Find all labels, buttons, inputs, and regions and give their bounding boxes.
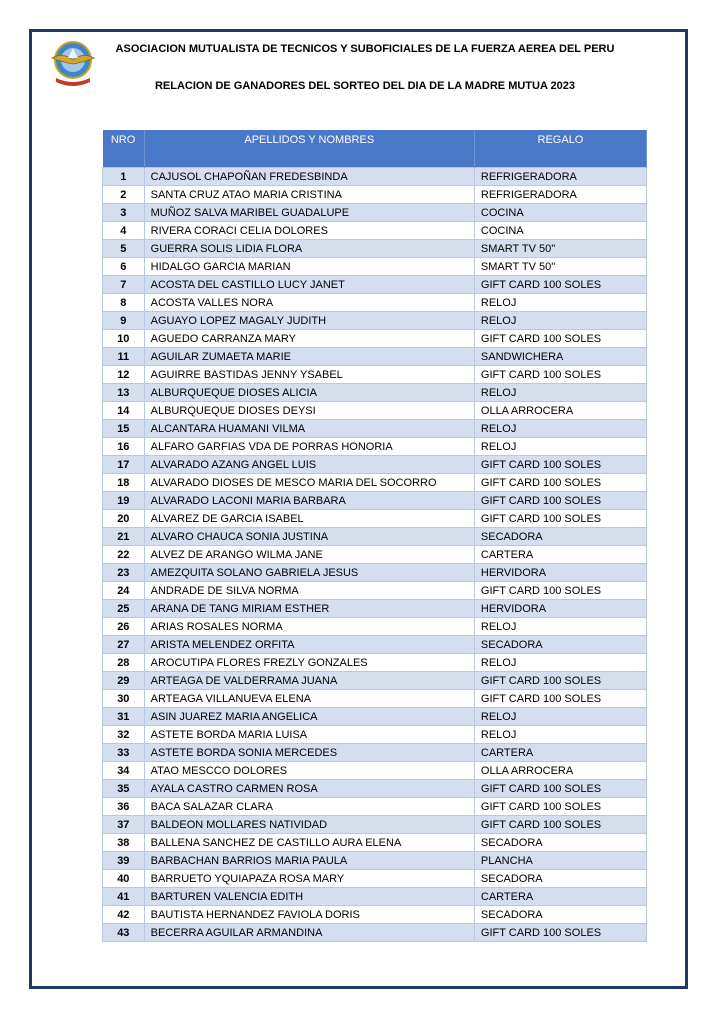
prize: RELOJ xyxy=(474,294,646,312)
prize: RELOJ xyxy=(474,420,646,438)
winner-name: SANTA CRUZ ATAO MARIA CRISTINA xyxy=(144,186,474,204)
row-number: 17 xyxy=(103,456,145,474)
column-header-name: APELLIDOS Y NOMBRES xyxy=(144,130,474,168)
winner-name: BARBACHAN BARRIOS MARIA PAULA xyxy=(144,852,474,870)
table-row xyxy=(103,474,647,492)
winner-name: ANDRADE DE SILVA NORMA xyxy=(144,582,474,600)
row-number: 2 xyxy=(103,186,145,204)
table-row xyxy=(103,312,647,330)
row-number: 14 xyxy=(103,402,145,420)
prize: RELOJ xyxy=(474,708,646,726)
winner-name: ALVAREZ DE GARCIA ISABEL xyxy=(144,510,474,528)
table-row xyxy=(103,870,647,888)
prize: SMART TV 50'' xyxy=(474,240,646,258)
table-row xyxy=(103,924,647,942)
table-row xyxy=(103,402,647,420)
winner-name: ALVARADO AZANG ANGEL LUIS xyxy=(144,456,474,474)
prize: CARTERA xyxy=(474,744,646,762)
prize: SANDWICHERA xyxy=(474,348,646,366)
prize: SECADORA xyxy=(474,906,646,924)
winner-name: RIVERA CORACI CELIA DOLORES xyxy=(144,222,474,240)
table-row xyxy=(103,222,647,240)
row-number: 20 xyxy=(103,510,145,528)
winner-name: BALDEON MOLLARES NATIVIDAD xyxy=(144,816,474,834)
table-row xyxy=(103,564,647,582)
table-row xyxy=(103,294,647,312)
table-row xyxy=(103,420,647,438)
row-number: 16 xyxy=(103,438,145,456)
prize: RELOJ xyxy=(474,618,646,636)
prize: RELOJ xyxy=(474,438,646,456)
row-number: 7 xyxy=(103,276,145,294)
row-number: 6 xyxy=(103,258,145,276)
winner-name: ALVARO CHAUCA SONIA JUSTINA xyxy=(144,528,474,546)
winner-name: HIDALGO GARCIA MARIAN xyxy=(144,258,474,276)
row-number: 25 xyxy=(103,600,145,618)
table-row xyxy=(103,888,647,906)
table-row xyxy=(103,816,647,834)
table-row xyxy=(103,528,647,546)
row-number: 19 xyxy=(103,492,145,510)
prize: PLANCHA xyxy=(474,852,646,870)
row-number: 22 xyxy=(103,546,145,564)
winner-name: ASTETE BORDA MARIA LUISA xyxy=(144,726,474,744)
prize: RELOJ xyxy=(474,312,646,330)
winner-name: ALVARADO LACONI MARIA BARBARA xyxy=(144,492,474,510)
table-row xyxy=(103,456,647,474)
table-row xyxy=(103,348,647,366)
winner-name: AMEZQUITA SOLANO GABRIELA JESUS xyxy=(144,564,474,582)
table-row xyxy=(103,582,647,600)
prize: SECADORA xyxy=(474,834,646,852)
table-row xyxy=(103,600,647,618)
winner-name: MUÑOZ SALVA MARIBEL GUADALUPE xyxy=(144,204,474,222)
table-row xyxy=(103,492,647,510)
prize: GIFT CARD 100 SOLES xyxy=(474,582,646,600)
table-row xyxy=(103,330,647,348)
row-number: 24 xyxy=(103,582,145,600)
row-number: 34 xyxy=(103,762,145,780)
winner-name: AGUIRRE BASTIDAS JENNY YSABEL xyxy=(144,366,474,384)
winner-name: ALBURQUEQUE DIOSES ALICIA xyxy=(144,384,474,402)
winner-name: BACA SALAZAR CLARA xyxy=(144,798,474,816)
winner-name: ALFARO GARFIAS VDA DE PORRAS HONORIA xyxy=(144,438,474,456)
table-row xyxy=(103,744,647,762)
winner-name: ATAO MESCCO DOLORES xyxy=(144,762,474,780)
row-number: 37 xyxy=(103,816,145,834)
table-row xyxy=(103,366,647,384)
prize: GIFT CARD 100 SOLES xyxy=(474,474,646,492)
winner-name: ASTETE BORDA SONIA MERCEDES xyxy=(144,744,474,762)
row-number: 10 xyxy=(103,330,145,348)
document-subtitle: RELACION DE GANADORES DEL SORTEO DEL DIA DE LA MADRE MUTUA 2023 xyxy=(154,80,576,92)
prize: GIFT CARD 100 SOLES xyxy=(474,276,646,294)
winner-name: AGUAYO LOPEZ MAGALY JUDITH xyxy=(144,312,474,330)
prize: GIFT CARD 100 SOLES xyxy=(474,366,646,384)
prize: RELOJ xyxy=(474,384,646,402)
row-number: 9 xyxy=(103,312,145,330)
winner-name: ALVEZ DE ARANGO WILMA JANE xyxy=(144,546,474,564)
row-number: 4 xyxy=(103,222,145,240)
table-row xyxy=(103,546,647,564)
table-row xyxy=(103,726,647,744)
winner-name: ARIAS ROSALES NORMA xyxy=(144,618,474,636)
prize: CARTERA xyxy=(474,888,646,906)
row-number: 26 xyxy=(103,618,145,636)
organization-title: ASOCIACION MUTUALISTA DE TECNICOS Y SUBOFICIALES DE LA FUERZA AEREA DEL PERU xyxy=(115,43,615,55)
table-row xyxy=(103,762,647,780)
row-number: 5 xyxy=(103,240,145,258)
table-row xyxy=(103,708,647,726)
row-number: 18 xyxy=(103,474,145,492)
table-row xyxy=(103,510,647,528)
prize: GIFT CARD 100 SOLES xyxy=(474,780,646,798)
prize: RELOJ xyxy=(474,654,646,672)
winner-name: AGUILAR ZUMAETA MARIE xyxy=(144,348,474,366)
prize: GIFT CARD 100 SOLES xyxy=(474,510,646,528)
row-number: 33 xyxy=(103,744,145,762)
prize: COCINA xyxy=(474,204,646,222)
table-row xyxy=(103,636,647,654)
column-header-nro: NRO xyxy=(103,130,145,168)
row-number: 8 xyxy=(103,294,145,312)
winner-name: BAUTISTA HERNANDEZ FAVIOLA DORIS xyxy=(144,906,474,924)
table-row xyxy=(103,798,647,816)
table-row xyxy=(103,240,647,258)
winner-name: ACOSTA DEL CASTILLO LUCY JANET xyxy=(144,276,474,294)
table-row xyxy=(103,258,647,276)
prize: GIFT CARD 100 SOLES xyxy=(474,924,646,942)
prize: SECADORA xyxy=(474,636,646,654)
row-number: 27 xyxy=(103,636,145,654)
table-row xyxy=(103,438,647,456)
row-number: 31 xyxy=(103,708,145,726)
winner-name: BALLENA SANCHEZ DE CASTILLO AURA ELENA xyxy=(144,834,474,852)
row-number: 38 xyxy=(103,834,145,852)
table-row xyxy=(103,780,647,798)
winner-name: AYALA CASTRO CARMEN ROSA xyxy=(144,780,474,798)
row-number: 39 xyxy=(103,852,145,870)
winner-name: ALCANTARA HUAMANI VILMA xyxy=(144,420,474,438)
winner-name: ARTEAGA DE VALDERRAMA JUANA xyxy=(144,672,474,690)
winner-name: GUERRA SOLIS LIDIA FLORA xyxy=(144,240,474,258)
table-row xyxy=(103,168,647,186)
prize: OLLA ARROCERA xyxy=(474,762,646,780)
winner-name: CAJUSOL CHAPOÑAN FREDESBINDA xyxy=(144,168,474,186)
table-row xyxy=(103,204,647,222)
table-row xyxy=(103,672,647,690)
prize: HERVIDORA xyxy=(474,564,646,582)
table-row xyxy=(103,186,647,204)
row-number: 1 xyxy=(103,168,145,186)
prize: REFRIGERADORA xyxy=(474,168,646,186)
row-number: 12 xyxy=(103,366,145,384)
table-header-row xyxy=(103,130,647,168)
winner-name: ASIN JUAREZ MARIA ANGELICA xyxy=(144,708,474,726)
winner-name: AROCUTIPA FLORES FREZLY GONZALES xyxy=(144,654,474,672)
column-header-gift: REGALO xyxy=(474,130,646,168)
row-number: 36 xyxy=(103,798,145,816)
row-number: 23 xyxy=(103,564,145,582)
winners-table xyxy=(102,130,647,942)
row-number: 41 xyxy=(103,888,145,906)
row-number: 42 xyxy=(103,906,145,924)
table-row xyxy=(103,276,647,294)
table-row xyxy=(103,618,647,636)
row-number: 13 xyxy=(103,384,145,402)
row-number: 21 xyxy=(103,528,145,546)
prize: GIFT CARD 100 SOLES xyxy=(474,492,646,510)
row-number: 30 xyxy=(103,690,145,708)
prize: GIFT CARD 100 SOLES xyxy=(474,816,646,834)
row-number: 11 xyxy=(103,348,145,366)
prize: SMART TV 50'' xyxy=(474,258,646,276)
table-row xyxy=(103,834,647,852)
table-row xyxy=(103,690,647,708)
air-force-emblem-icon xyxy=(46,36,100,90)
winner-name: BARRUETO YQUIAPAZA ROSA MARY xyxy=(144,870,474,888)
prize: GIFT CARD 100 SOLES xyxy=(474,690,646,708)
prize: REFRIGERADORA xyxy=(474,186,646,204)
row-number: 3 xyxy=(103,204,145,222)
table-row xyxy=(103,906,647,924)
winner-name: ACOSTA VALLES NORA xyxy=(144,294,474,312)
winner-name: AGUEDO CARRANZA MARY xyxy=(144,330,474,348)
row-number: 28 xyxy=(103,654,145,672)
winner-name: BECERRA AGUILAR ARMANDINA xyxy=(144,924,474,942)
winner-name: ARANA DE TANG MIRIAM ESTHER xyxy=(144,600,474,618)
winner-name: ALBURQUEQUE DIOSES DEYSI xyxy=(144,402,474,420)
prize: CARTERA xyxy=(474,546,646,564)
table-row xyxy=(103,384,647,402)
prize: COCINA xyxy=(474,222,646,240)
winner-name: BARTUREN VALENCIA EDITH xyxy=(144,888,474,906)
prize: GIFT CARD 100 SOLES xyxy=(474,798,646,816)
row-number: 29 xyxy=(103,672,145,690)
prize: SECADORA xyxy=(474,870,646,888)
prize: GIFT CARD 100 SOLES xyxy=(474,330,646,348)
winner-name: ALVARADO DIOSES DE MESCO MARIA DEL SOCORRO xyxy=(144,474,474,492)
prize: HERVIDORA xyxy=(474,600,646,618)
row-number: 35 xyxy=(103,780,145,798)
winner-name: ARTEAGA VILLANUEVA ELENA xyxy=(144,690,474,708)
table-row xyxy=(103,654,647,672)
prize: SECADORA xyxy=(474,528,646,546)
row-number: 15 xyxy=(103,420,145,438)
table-row xyxy=(103,852,647,870)
row-number: 43 xyxy=(103,924,145,942)
prize: RELOJ xyxy=(474,726,646,744)
prize: GIFT CARD 100 SOLES xyxy=(474,672,646,690)
row-number: 40 xyxy=(103,870,145,888)
winner-name: ARISTA MELENDEZ ORFITA xyxy=(144,636,474,654)
prize: OLLA ARROCERA xyxy=(474,402,646,420)
prize: GIFT CARD 100 SOLES xyxy=(474,456,646,474)
row-number: 32 xyxy=(103,726,145,744)
